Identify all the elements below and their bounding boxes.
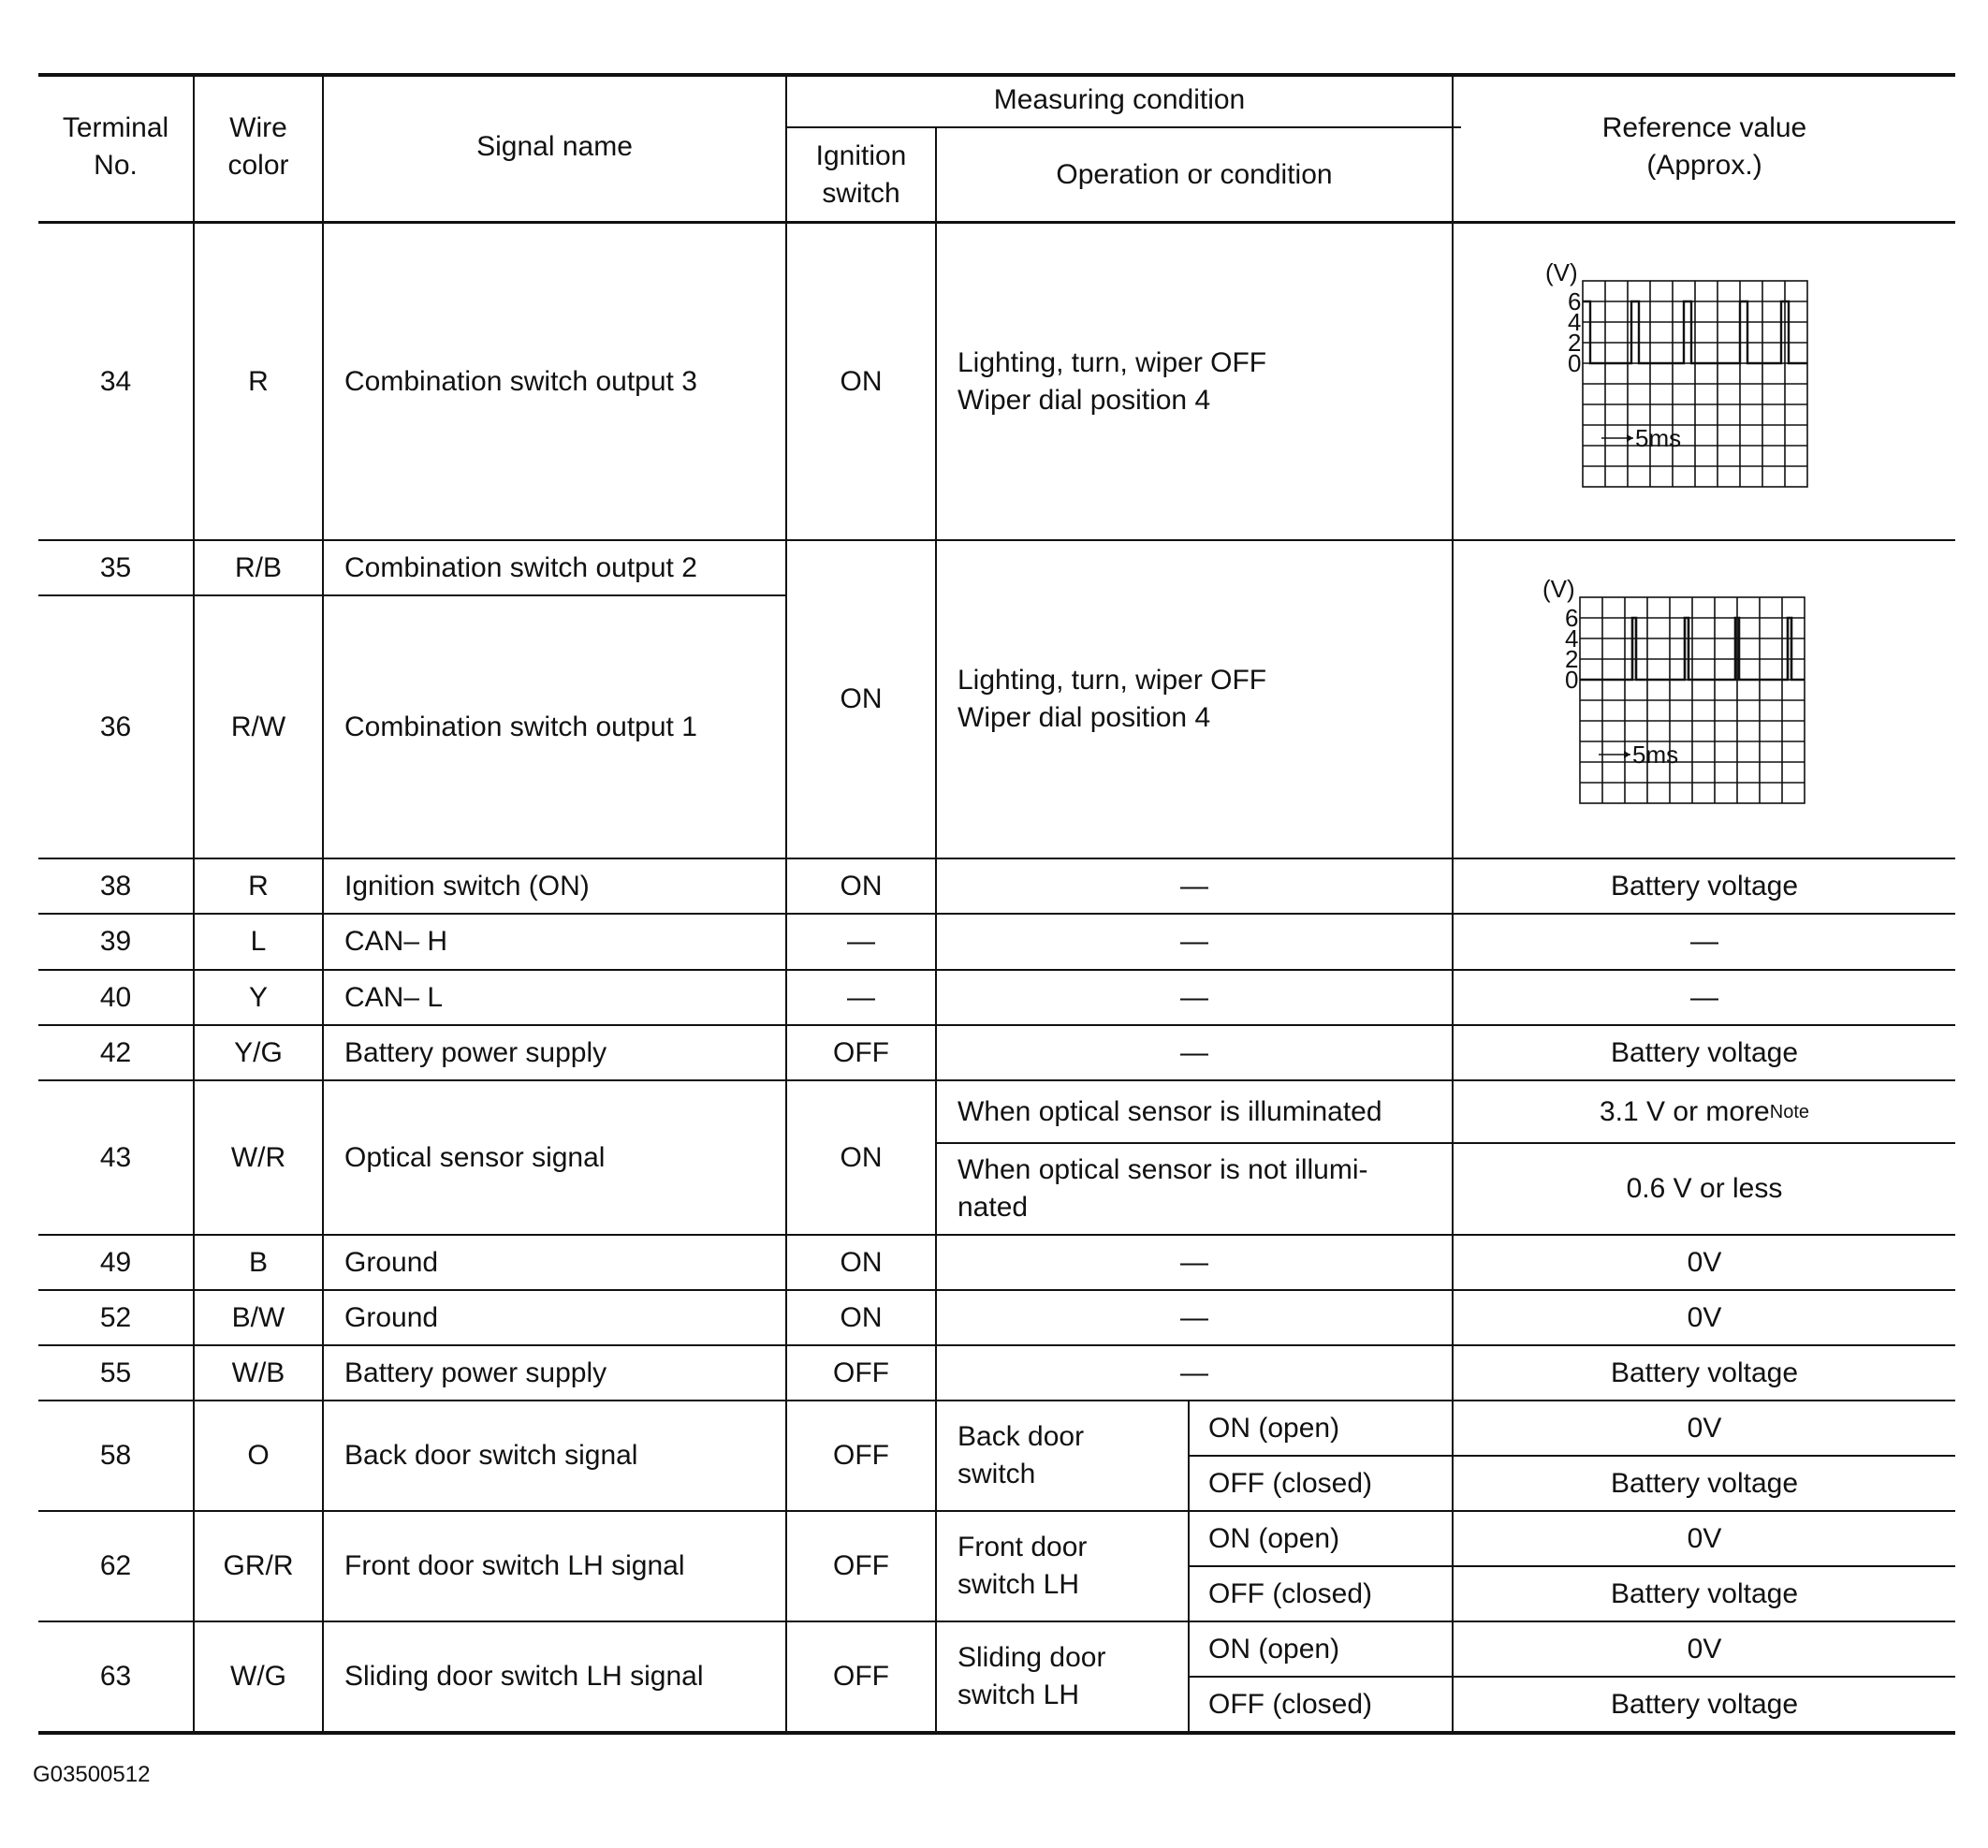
terminal-cell: 62 [99, 1550, 132, 1581]
condition-cell: — [1180, 1246, 1208, 1278]
wire-color-cell: Y/G [234, 1036, 283, 1068]
table-bottom-rule [38, 1731, 1955, 1735]
condition-cell [937, 541, 1452, 858]
header-terminal-no: Terminal No. [62, 112, 169, 181]
waveform-unit: (V) [1542, 577, 1575, 603]
reference-cell: Battery voltage [1610, 1036, 1799, 1068]
header-operation-or-condition: Operation or condition [1056, 158, 1333, 190]
condition-line: Lighting, turn, wiper OFF [957, 346, 1267, 378]
switch-state-cell: OFF (closed) [1208, 1688, 1373, 1720]
signal-name-cell: Sliding door switch LH signal [344, 1661, 704, 1692]
condition-cell [937, 1144, 1452, 1234]
ignition-cell: OFF [833, 1661, 889, 1692]
signal-name-cell: Battery power supply [344, 1036, 607, 1068]
condition-line: Wiper dial position 4 [957, 702, 1211, 733]
waveform-unit: (V) [1545, 260, 1578, 286]
signal-name-cell: CAN– L [344, 981, 444, 1013]
ignition-cell: ON [840, 1246, 883, 1278]
signal-name-cell: Ground [344, 1246, 439, 1278]
header-reference-value: Reference value (Approx.) [1601, 112, 1807, 181]
condition-cell: — [1180, 926, 1208, 957]
switch-name-cell [937, 1401, 1188, 1510]
figure-code: G03500512 [33, 1762, 151, 1787]
terminal-cell: 34 [99, 365, 132, 397]
condition-cell: — [1180, 1301, 1208, 1333]
terminal-cell: 49 [99, 1246, 132, 1278]
waveform-graph-1 [1536, 260, 1817, 490]
time-scale-label: 5ms [1635, 424, 1682, 452]
y-tick-label: 0 [1568, 349, 1582, 377]
ignition-cell: OFF [833, 1357, 889, 1388]
reference-cell: 0V [1687, 1633, 1722, 1665]
ignition-cell: OFF [833, 1440, 889, 1471]
signal-name-cell: Ground [344, 1301, 439, 1333]
switch-state-cell: ON (open) [1208, 1522, 1340, 1554]
y-tick-label: 6 [1565, 604, 1579, 632]
ignition-cell: — [847, 926, 875, 957]
wire-color-cell: R [248, 365, 269, 397]
reference-cell: Battery voltage [1610, 1688, 1799, 1720]
condition-cell: — [1180, 1036, 1208, 1068]
signal-name-cell: Back door switch signal [344, 1440, 638, 1471]
connector-terminal-table [38, 73, 1955, 1738]
wire-color-cell: GR/R [223, 1550, 294, 1581]
reference-cell: Battery voltage [1610, 1357, 1799, 1388]
header-wire-color: Wire color [227, 112, 289, 181]
ignition-cell: OFF [833, 1036, 889, 1068]
condition-cell: — [1180, 981, 1208, 1013]
wire-color-cell: B/W [231, 1301, 285, 1333]
reference-cell: Battery voltage [1610, 1467, 1799, 1499]
terminal-cell: 35 [99, 551, 132, 583]
terminal-cell: 42 [99, 1036, 132, 1068]
ignition-cell: OFF [833, 1550, 889, 1581]
header-measuring-condition: Measuring condition [993, 83, 1246, 115]
signal-name-cell: Combination switch output 2 [344, 551, 697, 583]
reference-cell: 0V [1687, 1522, 1722, 1554]
terminal-cell: 36 [99, 711, 132, 742]
switch-state-cell: OFF (closed) [1208, 1467, 1373, 1499]
header-ignition-switch: Ignition switch [815, 139, 907, 209]
reference-cell: 0V [1687, 1412, 1722, 1444]
note-marker: Note [1769, 1101, 1809, 1122]
terminal-cell: 39 [99, 926, 132, 957]
signal-name-cell: Battery power supply [344, 1357, 607, 1388]
signal-name-cell: Combination switch output 1 [344, 711, 697, 742]
wire-color-cell: B [248, 1246, 268, 1278]
condition-line: nated [957, 1192, 1029, 1223]
switch-name-line: Back door [957, 1421, 1085, 1452]
ignition-cell: ON [840, 1141, 883, 1173]
terminal-cell: 38 [99, 870, 132, 902]
reference-cell: 0.6 V or less [1626, 1173, 1783, 1204]
wire-color-cell: L [250, 926, 267, 957]
ignition-cell: — [847, 981, 875, 1013]
terminal-cell: 40 [99, 981, 132, 1013]
reference-cell: 0V [1687, 1246, 1722, 1278]
reference-cell: 0V [1687, 1301, 1722, 1333]
switch-name-cell [937, 1512, 1188, 1621]
reference-value: 3.1 V or more [1600, 1095, 1770, 1127]
condition-cell: When optical sensor is illuminated [957, 1095, 1382, 1127]
reference-cell: — [1690, 981, 1718, 1013]
y-tick-label: 6 [1568, 287, 1582, 315]
switch-name-line: Sliding door [957, 1642, 1106, 1673]
wire-color-cell: R [248, 870, 269, 902]
wire-color-cell: R/B [234, 551, 282, 583]
ignition-cell: ON [840, 870, 883, 902]
y-tick-label: 2 [1565, 645, 1579, 673]
header-signal-name: Signal name [476, 131, 633, 162]
y-tick-label: 4 [1565, 624, 1579, 653]
reference-cell: Battery voltage [1610, 1577, 1799, 1609]
condition-line: When optical sensor is not illumi- [957, 1154, 1368, 1185]
signal-name-cell: Front door switch LH signal [344, 1550, 685, 1581]
arrow-icon [1627, 434, 1633, 442]
switch-state-cell: ON (open) [1208, 1633, 1340, 1665]
y-tick-label: 0 [1565, 666, 1579, 694]
wire-color-cell: W/B [231, 1357, 285, 1388]
condition-cell: — [1180, 1357, 1208, 1388]
switch-name-line: Front door [957, 1532, 1088, 1562]
waveform-graph-2 [1533, 577, 1814, 806]
switch-name-line: switch [957, 1459, 1036, 1489]
ignition-cell: ON [840, 1301, 883, 1333]
terminal-cell: 55 [99, 1357, 132, 1388]
terminal-cell: 52 [99, 1301, 132, 1333]
wire-color-cell: Y [248, 981, 268, 1013]
reference-cell [1454, 1081, 1955, 1142]
switch-name-line: switch LH [957, 1569, 1080, 1600]
signal-name-cell: Combination switch output 3 [344, 365, 697, 397]
switch-state-cell: OFF (closed) [1208, 1577, 1373, 1609]
reference-cell: — [1690, 926, 1718, 957]
time-scale-label: 5ms [1632, 741, 1679, 769]
condition-line: Lighting, turn, wiper OFF [957, 665, 1267, 696]
arrow-icon [1624, 751, 1630, 758]
switch-name-cell [937, 1622, 1188, 1731]
ignition-cell: ON [840, 365, 883, 397]
condition-cell [937, 224, 1452, 539]
switch-state-cell: ON (open) [1208, 1412, 1340, 1444]
y-tick-label: 4 [1568, 308, 1582, 336]
condition-line: Wiper dial position 4 [957, 384, 1211, 416]
reference-cell: Battery voltage [1610, 870, 1799, 902]
wire-color-cell: O [247, 1440, 270, 1471]
terminal-cell: 63 [99, 1661, 132, 1692]
terminal-cell: 43 [99, 1141, 132, 1173]
wire-color-cell: R/W [230, 711, 286, 742]
signal-name-cell: Ignition switch (ON) [344, 870, 590, 902]
signal-name-cell: CAN– H [344, 926, 448, 957]
terminal-cell: 58 [99, 1440, 132, 1471]
switch-name-line: switch LH [957, 1679, 1080, 1710]
signal-name-cell: Optical sensor signal [344, 1141, 606, 1173]
wire-color-cell: W/R [230, 1141, 286, 1173]
wire-color-cell: W/G [230, 1661, 286, 1692]
y-tick-label: 2 [1568, 329, 1582, 357]
condition-cell: — [1180, 870, 1208, 902]
ignition-cell: ON [840, 683, 883, 714]
